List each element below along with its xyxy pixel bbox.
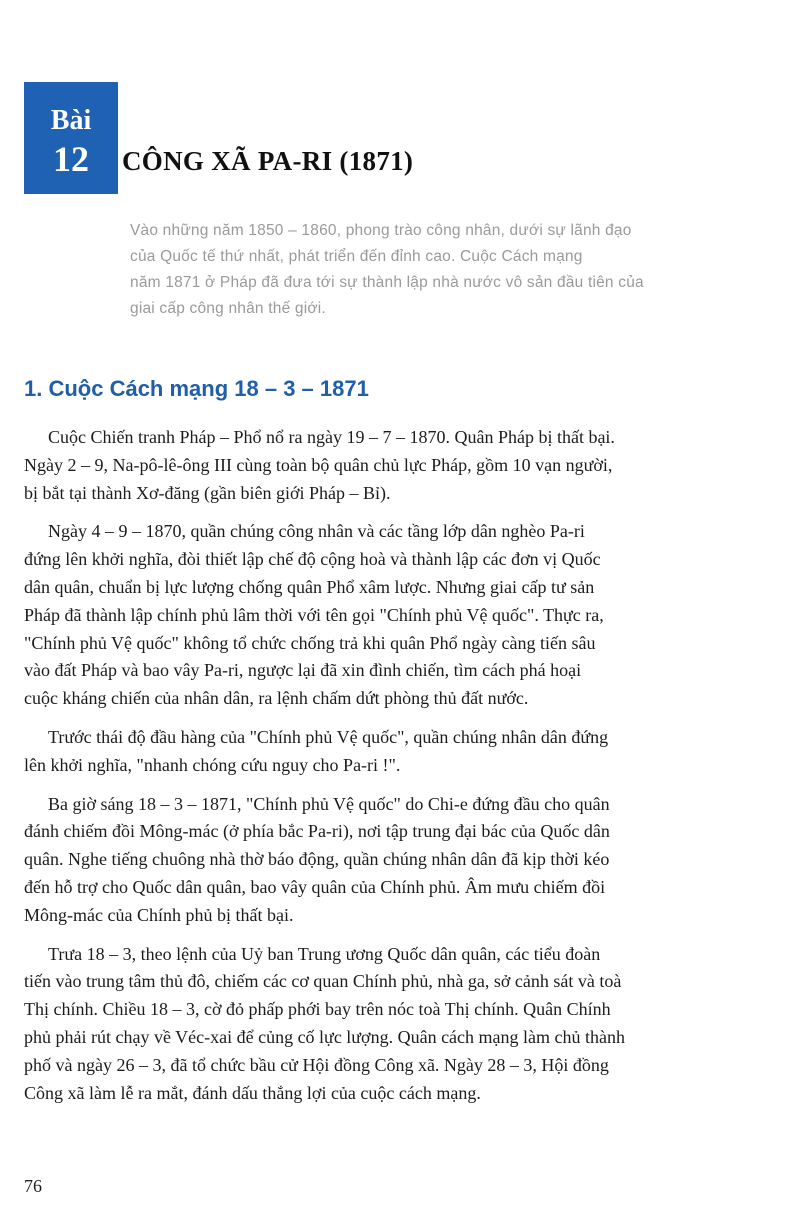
paragraph-line: quân. Nghe tiếng chuông nhà thờ báo động, quần chúng nhân dân đã kịp thời kéo <box>24 849 610 870</box>
body-text <box>24 424 784 1118</box>
section-heading: 1. Cuộc Cách mạng 18 – 3 – 1871 <box>24 376 369 401</box>
lesson-label: Bài <box>50 105 92 136</box>
paragraph-line: cuộc kháng chiến của nhân dân, ra lệnh chấm dứt phòng thủ đất nước. <box>24 688 529 709</box>
paragraph-line: Thị chính. Chiều 18 – 3, cờ đỏ phấp phới bay trên nóc toà Thị chính. Quân Chính <box>24 999 611 1020</box>
paragraph <box>24 941 784 1108</box>
paragraph-line: "Chính phủ Vệ quốc" không tổ chức chống trả khi quân Phổ ngày càng tiến sâu <box>24 632 596 653</box>
intro-line: giai cấp công nhân thế giới. <box>130 300 326 317</box>
paragraph-line: Cuộc Chiến tranh Pháp – Phổ nổ ra ngày 19 – 7 – 1870. Quân Pháp bị thất bại. <box>48 427 615 447</box>
paragraph-line: đánh chiếm đồi Mông-mác (ở phía bắc Pa-ri), nơi tập trung đại bác của Quốc dân <box>24 821 610 842</box>
paragraph-line: Ngày 2 – 9, Na-pô-lê-ông III cùng toàn bộ quân chủ lực Pháp, gồm 10 vạn người, <box>24 454 613 475</box>
paragraph-line: Ba giờ sáng 18 – 3 – 1871, "Chính phủ Vệ quốc" do Chi-e đứng đầu cho quân <box>48 793 610 814</box>
lesson-number: 12 <box>53 139 89 179</box>
paragraph-line: Trưa 18 – 3, theo lệnh của Uỷ ban Trung ương Quốc dân quân, các tiểu đoàn <box>48 943 601 964</box>
intro-line: Vào những năm 1850 – 1860, phong trào công nhân, dưới sự lãnh đạo <box>130 222 632 239</box>
paragraph-line: phố và ngày 26 – 3, đã tổ chức bầu cử Hội đồng Công xã. Ngày 28 – 3, Hội đồng <box>24 1054 609 1075</box>
lesson-intro <box>130 218 786 322</box>
paragraph-line: Pháp đã thành lập chính phủ lâm thời với tên gọi "Chính phủ Vệ quốc". Thực ra, <box>24 604 604 625</box>
intro-line: năm 1871 ở Pháp đã đưa tới sự thành lập nhà nước vô sản đầu tiên của <box>130 274 644 291</box>
paragraph-line: Trước thái độ đầu hàng của "Chính phủ Vệ quốc", quần chúng nhân dân đứng <box>48 726 609 747</box>
paragraph <box>24 791 784 930</box>
paragraph-line: phủ phải rút chạy về Véc-xai để củng cố lực lượng. Quân cách mạng làm chủ thành <box>24 1026 625 1047</box>
intro-line: của Quốc tế thứ nhất, phát triển đến đỉnh cao. Cuộc Cách mạng <box>130 248 583 265</box>
paragraph-line: Mông-mác của Chính phủ bị thất bại. <box>24 904 294 925</box>
paragraph-line: đến hỗ trợ cho Quốc dân quân, bao vây quân của Chính phủ. Âm mưu chiếm đồi <box>24 876 606 897</box>
paragraph-line: lên khởi nghĩa, "nhanh chóng cứu nguy cho Pa-ri !". <box>24 754 401 775</box>
paragraph-line: Ngày 4 – 9 – 1870, quần chúng công nhân và các tầng lớp dân nghèo Pa-ri <box>48 521 585 542</box>
paragraph-line: dân quân, chuẩn bị lực lượng chống quân Phổ xâm lược. Nhưng giai cấp tư sản <box>24 576 595 597</box>
paragraph-line: Công xã làm lễ ra mắt, đánh dấu thắng lợi của cuộc cách mạng. <box>24 1082 481 1103</box>
paragraph-line: tiến vào trung tâm thủ đô, chiếm các cơ quan Chính phủ, nhà ga, sở cảnh sát và toà <box>24 971 622 992</box>
paragraph-line: đứng lên khởi nghĩa, đòi thiết lập chế độ cộng hoà và thành lập các đơn vị Quốc <box>24 549 601 570</box>
page-number: 76 <box>24 1176 42 1196</box>
paragraph <box>24 424 784 507</box>
lesson-title: CÔNG XÃ PA-RI (1871) <box>122 146 414 176</box>
lesson-badge <box>24 82 118 194</box>
paragraph <box>24 724 784 780</box>
paragraph-line: vào đất Pháp và bao vây Pa-ri, ngược lại đã xin đình chiến, tìm cách phá hoại <box>24 660 582 681</box>
paragraph-line: bị bắt tại thành Xơ-đăng (gần biên giới Pháp – Bỉ). <box>24 482 391 503</box>
paragraph <box>24 518 784 713</box>
